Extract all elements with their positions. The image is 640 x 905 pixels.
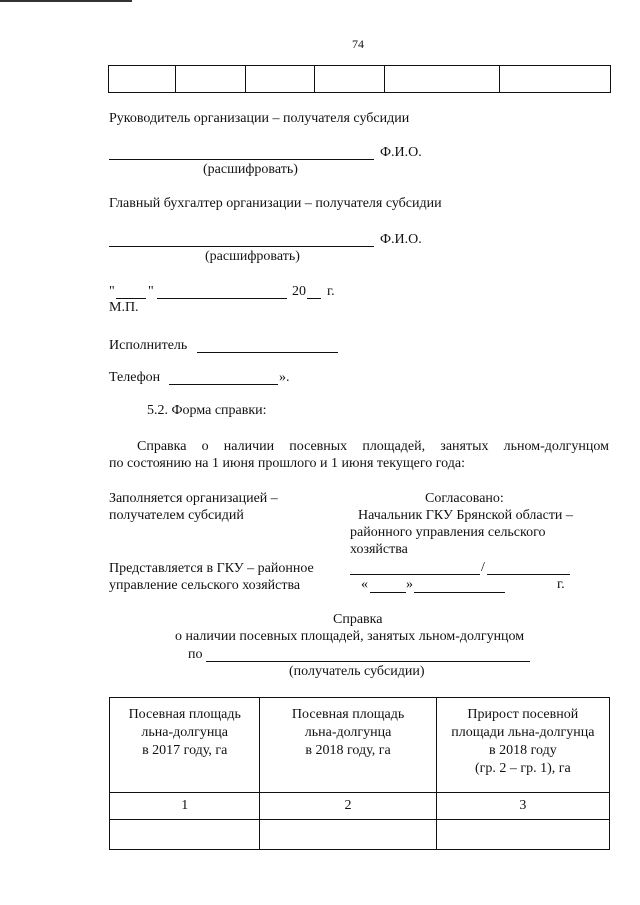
header-text: Прирост посевной <box>467 707 579 722</box>
approval-month-line <box>414 592 505 593</box>
header-text: льна-долгунца <box>141 725 229 740</box>
date-month-line <box>157 298 287 299</box>
manager-title: Руководитель организации – получателя субсидии <box>109 111 410 126</box>
header-text: в 2018 году, га <box>305 743 391 758</box>
date-day-line <box>116 298 146 299</box>
top-continuation-table <box>108 65 611 93</box>
table-cell <box>246 66 315 93</box>
header-text: Посевная площадь <box>128 707 241 722</box>
header-cell-2018 <box>260 698 436 793</box>
manager-signature-line <box>109 159 374 160</box>
table-number-row <box>110 793 610 820</box>
header-text: (гр. 2 – гр. 1), га <box>474 761 571 776</box>
column-number-2: 2 <box>260 793 436 820</box>
table-row <box>110 820 610 850</box>
left-block-line-3: Представляется в ГКУ – районное <box>109 561 314 576</box>
right-block-line-3: хозяйства <box>350 542 408 557</box>
approval-slash: / <box>481 560 485 575</box>
right-block-line-1: Начальник ГКУ Брянской области – <box>358 508 573 523</box>
form-subtitle: о наличии посевных площадей, занятых льном-долгунцом <box>175 629 525 644</box>
column-number-3: 3 <box>436 793 609 820</box>
manager-decipher: (расшифровать) <box>203 162 298 177</box>
executor-label: Исполнитель <box>109 338 188 353</box>
table-cell <box>500 66 611 93</box>
header-text: Посевная площадь <box>291 707 405 722</box>
header-text: льна-долгунца <box>304 725 392 740</box>
executor-line <box>197 352 338 353</box>
manager-fio: Ф.И.О. <box>380 145 422 160</box>
section-heading: 5.2. Форма справки: <box>147 403 267 418</box>
date-year-line <box>307 298 321 299</box>
approval-quote-close: » <box>406 577 413 592</box>
header-text: в 2017 году, га <box>142 743 228 758</box>
table-cell <box>176 66 246 93</box>
intro-line-1: Справка о наличии посевных площадей, занятых льном-долгунцом <box>137 439 609 454</box>
phone-end: ». <box>279 370 290 385</box>
approval-day-line <box>370 592 406 593</box>
header-cell-2017 <box>110 698 260 793</box>
left-block-line-4: управление сельского хозяйства <box>109 578 301 593</box>
phone-label: Телефон <box>109 370 161 385</box>
recipient-caption: (получатель субсидии) <box>289 664 425 679</box>
right-block-line-2: районного управления сельского <box>350 525 546 540</box>
table-cell <box>385 66 500 93</box>
flax-area-table <box>109 697 610 850</box>
accountant-fio: Ф.И.О. <box>380 232 422 247</box>
date-year-prefix: 20 <box>292 284 306 299</box>
agreed-label: Согласовано: <box>425 491 504 506</box>
header-text: в 2018 году <box>488 743 557 758</box>
approval-name-line <box>487 574 570 575</box>
date-year-suffix: г. <box>327 284 335 299</box>
approval-quote-open: « <box>361 577 368 592</box>
stamp-label: М.П. <box>109 300 139 315</box>
table-row <box>109 66 611 93</box>
intro-line-2: по состоянию на 1 июня прошлого и 1 июня текущего года: <box>109 456 465 471</box>
approval-year-suffix: г. <box>557 577 565 592</box>
accountant-decipher: (расшифровать) <box>205 249 300 264</box>
table-cell <box>109 66 176 93</box>
form-po-label: по <box>188 647 203 662</box>
form-title: Справка <box>333 612 383 627</box>
table-cell <box>436 820 609 850</box>
top-corner-rule <box>0 0 132 2</box>
phone-line <box>169 384 278 385</box>
accountant-title: Главный бухгалтер организации – получателя субсидии <box>109 196 442 211</box>
recipient-line <box>206 661 530 662</box>
column-number-1: 1 <box>110 793 260 820</box>
table-cell <box>260 820 436 850</box>
left-block-line-1: Заполняется организацией – <box>109 491 278 506</box>
table-cell <box>315 66 385 93</box>
left-block-line-2: получателем субсидий <box>109 508 244 523</box>
date-quote-close: " <box>148 284 154 299</box>
approval-signature-line <box>350 574 480 575</box>
header-text: площади льна-долгунца <box>451 725 595 740</box>
page-number: 74 <box>352 37 364 51</box>
table-cell <box>110 820 260 850</box>
header-cell-growth <box>436 698 609 793</box>
table-header-row <box>110 698 610 793</box>
accountant-signature-line <box>109 246 374 247</box>
date-quote-open: " <box>109 284 115 299</box>
